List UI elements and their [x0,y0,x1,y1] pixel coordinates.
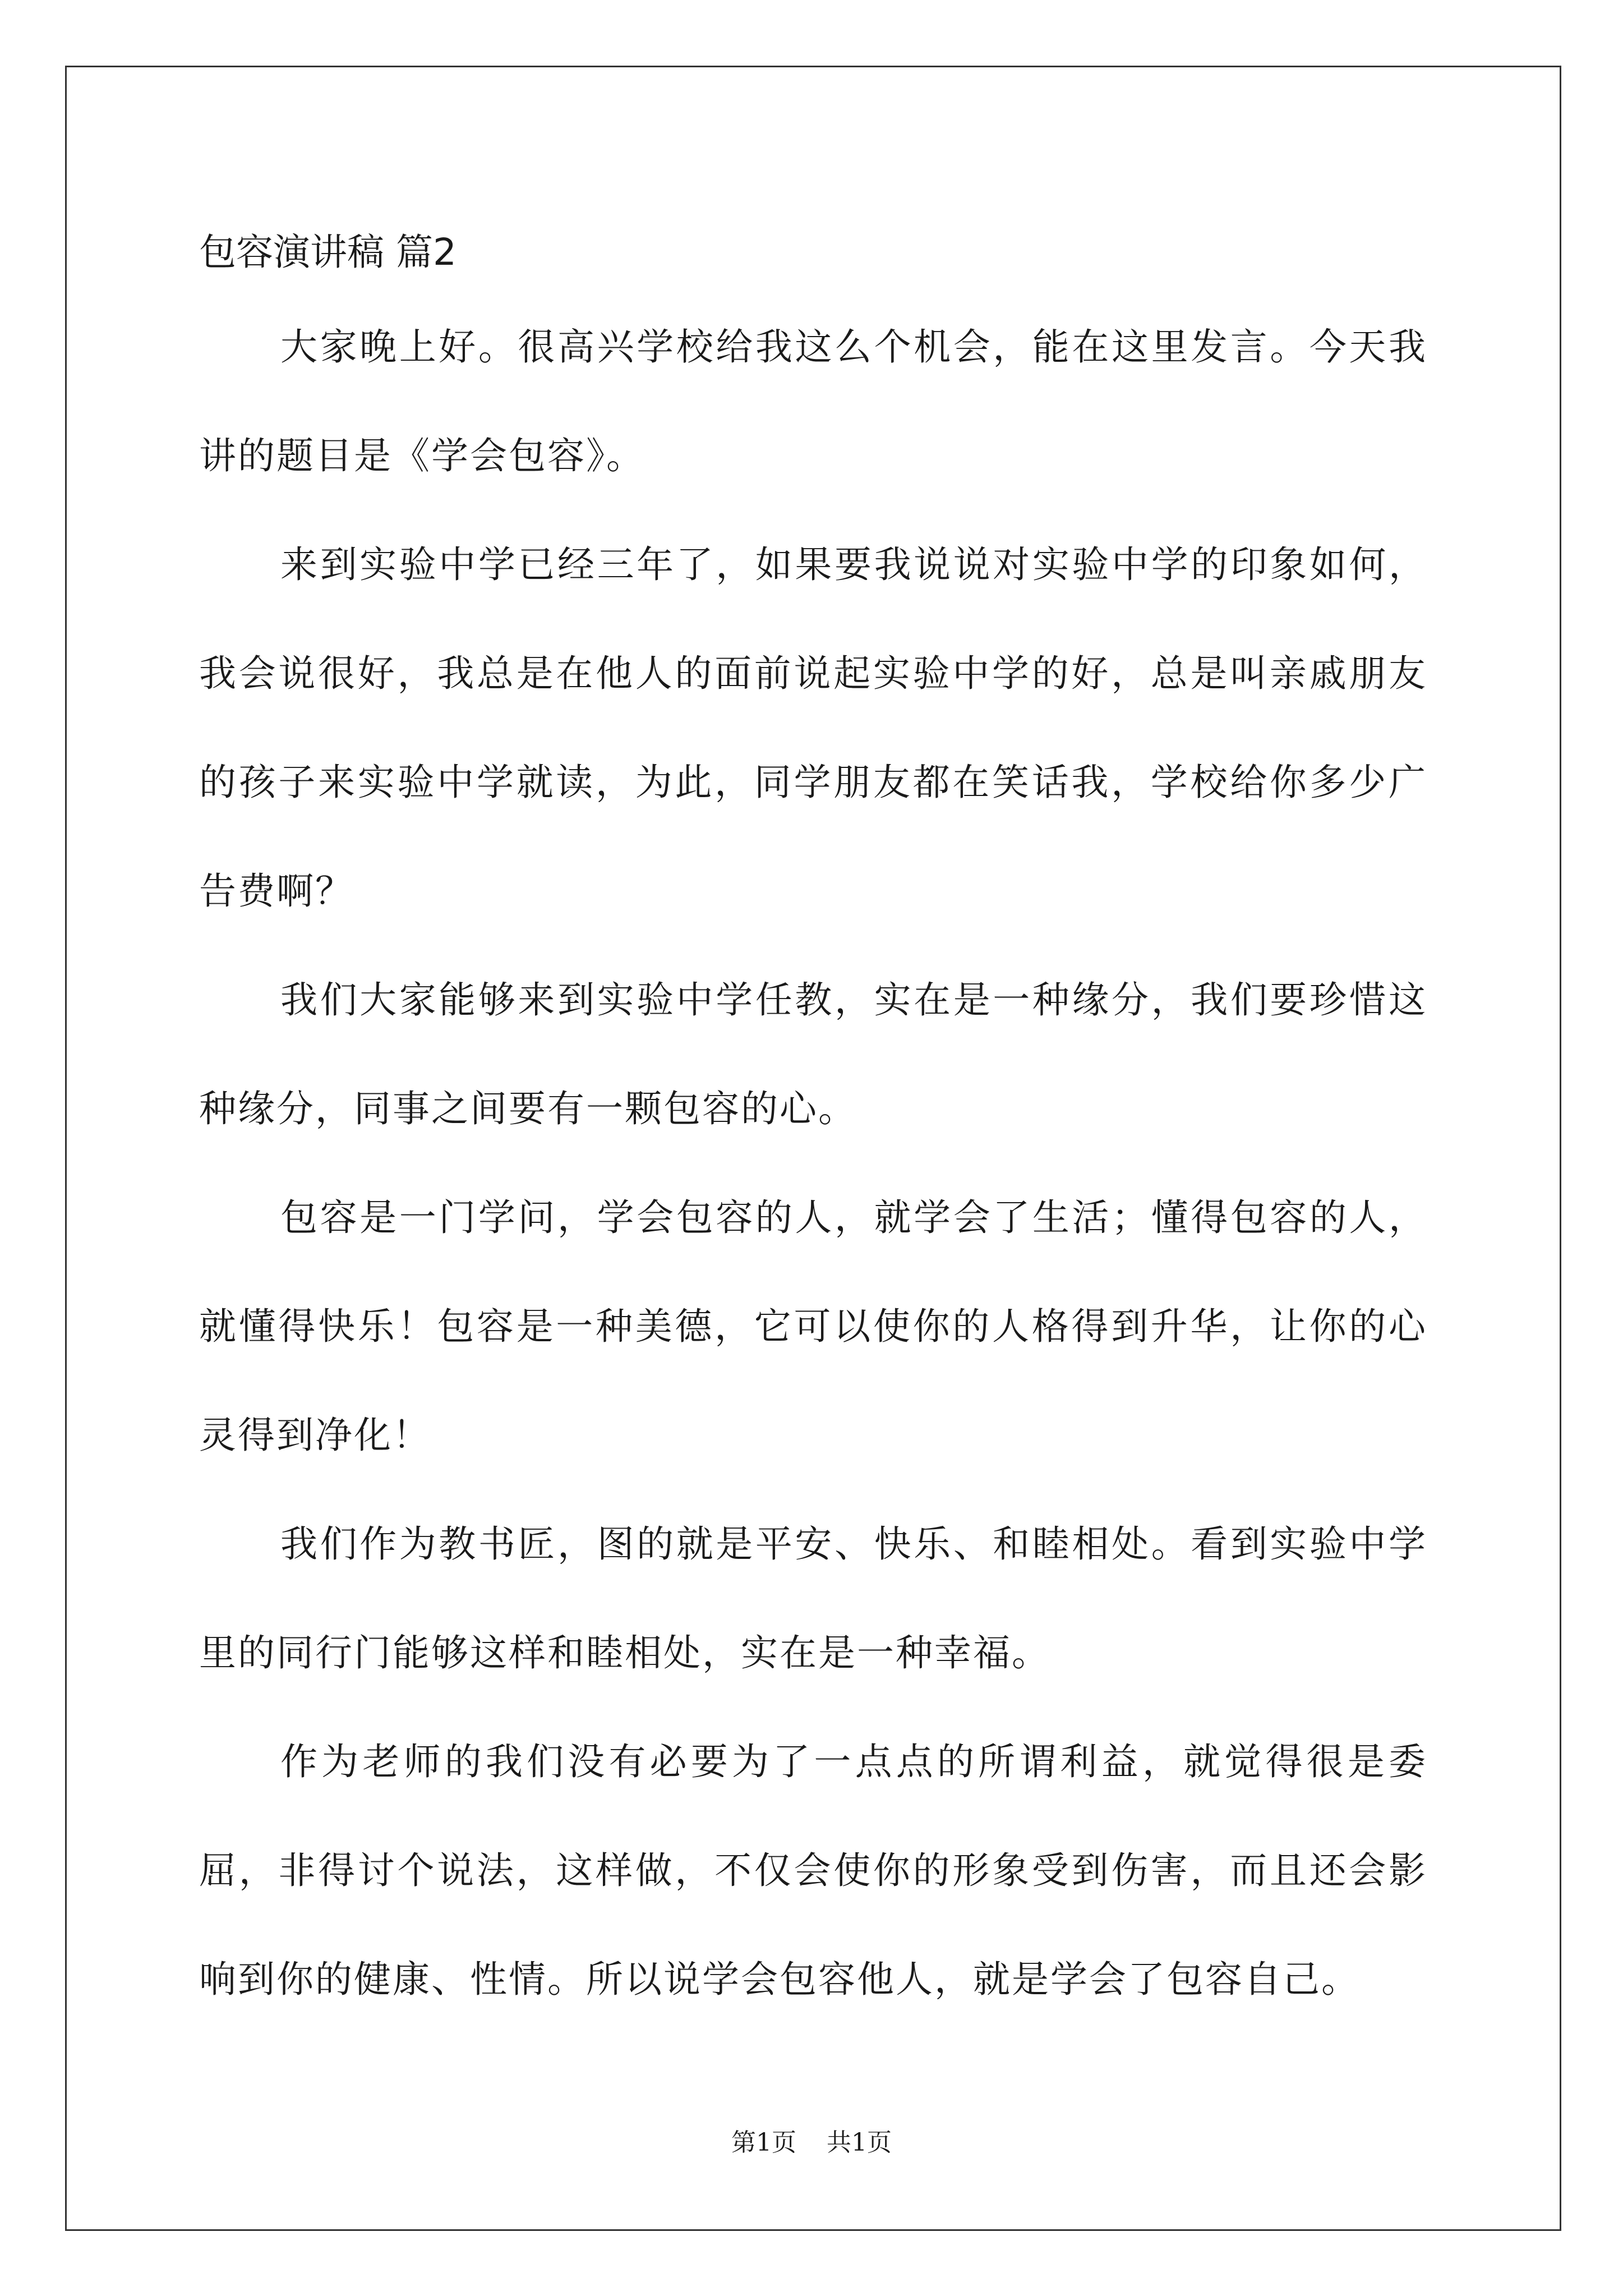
paragraph-1: 大家晚上好。很高兴学校给我这么个机会，能在这里发言。今天我讲的题目是《学会包容》。 [199,325,1427,477]
paragraph-2: 来到实验中学已经三年了，如果要我说说对实验中学的印象如何，我会说很好，我总是在他人的面前说起实验中学的好，总是叫亲戚朋友的孩子来实验中学就读，为此，同学朋友都在笑话我，学校给你多少广告费啊？ [199,543,1427,913]
page-number: 第1页 [731,2128,796,2157]
paragraph-5: 我们作为教书匠，图的就是平安、快乐、和睦相处。看到实验中学里的同行门能够这样和睦相处，实在是一种幸福。 [199,1522,1427,1674]
page-footer [0,2126,1623,2160]
paragraph-6: 作为老师的我们没有必要为了一点点的所谓利益，就觉得很是委屈，非得讨个说法，这样做，不仅会使你的形象受到伤害，而且还会影响到你的健康、性情。所以说学会包容他人，就是学会了包容自己。 [199,1740,1427,2001]
document-title: 包容演讲稿 篇2 [199,231,457,274]
page-total: 共1页 [827,2128,892,2157]
paragraph-4: 包容是一门学问，学会包容的人，就学会了生活；懂得包容的人，就懂得快乐！包容是一种美德，它可以使你的人格得到升华，让你的心灵得到净化！ [199,1196,1427,1457]
paragraph-3: 我们大家能够来到实验中学任教，实在是一种缘分，我们要珍惜这种缘分，同事之间要有一颗包容的心。 [199,978,1427,1130]
